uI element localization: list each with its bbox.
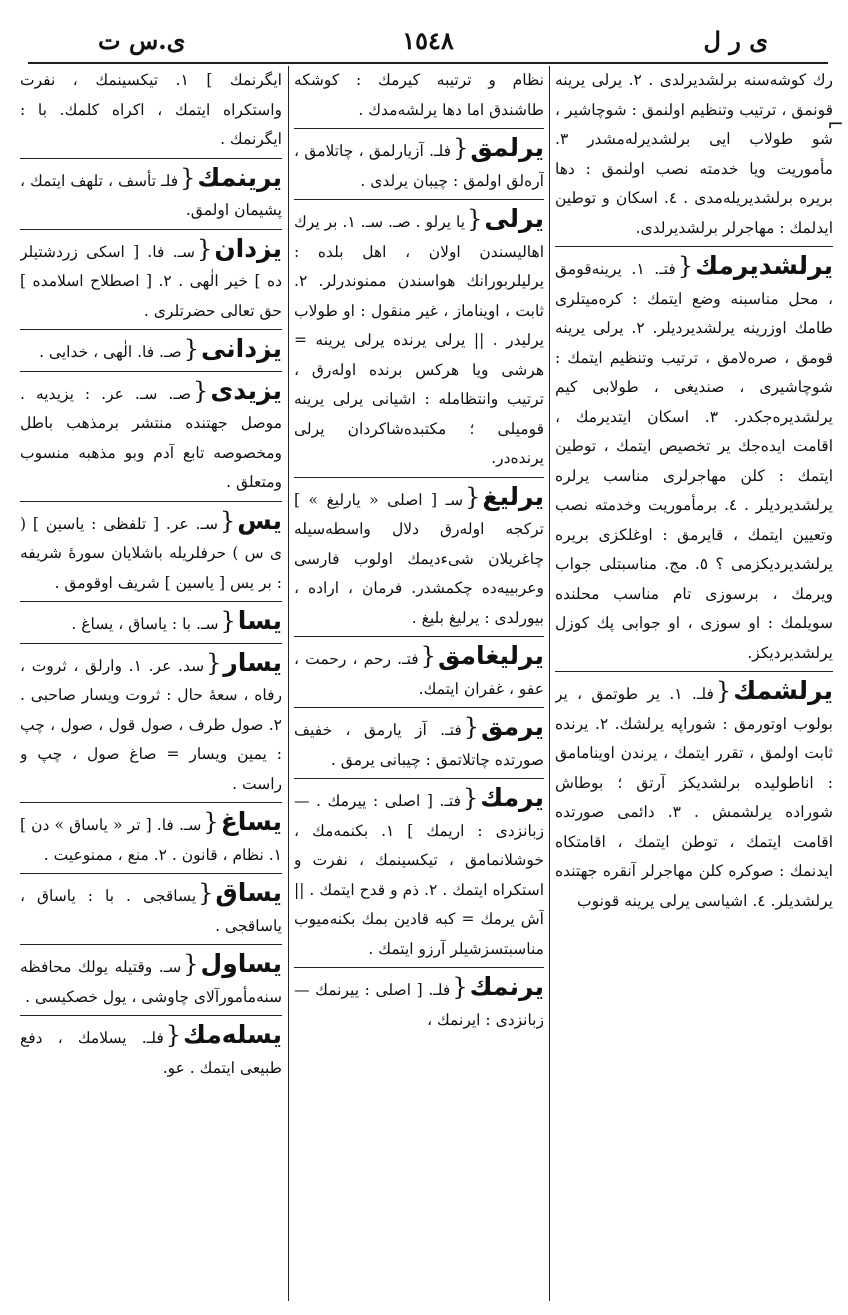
headword: یرلیغامق [437,641,544,670]
entry-separator [20,371,282,372]
brace-glyph: { [465,482,481,511]
brace-glyph: { [467,205,483,233]
dictionary-entry [294,66,544,125]
dictionary-entry [294,972,544,1035]
definition-text: سـ. با : یاساق ، یساغ . [71,615,219,633]
brace-glyph: { [198,879,214,907]
brace-glyph: { [715,677,732,705]
page-header [28,18,828,64]
dictionary-entry [20,648,282,800]
headword: یزیدی [210,375,282,405]
entry-separator [20,601,282,602]
entry-separator [294,199,544,200]
entry-separator [20,1015,282,1016]
entry-separator [294,477,544,478]
definition-text: فلـ تأسف ، تلهف ایتمك ، پشیمان اولمق. [20,171,282,219]
dictionary-entry [20,234,282,327]
dictionary-entry [294,641,544,704]
margin-mark: ⌐ [827,112,844,136]
brace-glyph: { [180,163,196,192]
entry-separator [555,671,833,672]
headword: یرلی [484,204,544,233]
entry-separator [20,873,282,874]
dictionary-entry [294,482,544,634]
entry-separator [294,967,544,968]
definition-text: فلـ. ١. یر طوتمق ، یر بولوب اوتورمق : شوراپە یرلشك. ٢. یرندە ثابت اولمق ، تقرر ایتمك ، یرندن اوینامامق : اناطولیدە برلشدیكز آرتق ؛ بوطاش شوراده یرلشمش . ٣. دائمی صورتدە اقامت ایتمك ، توطن ایتمك ، اقامتكاه ایدنمك : صوكرە كلن مهاجرلر آنقرە جهتندە یرلشدیلر. ٤. اشیاسی یرلی یرینە قونوب [555,685,833,910]
entry-separator [20,802,282,803]
headword: یرلشمك [733,676,833,705]
definition-text: فتـ. [ اصلی : ییرمك . — زبانزدی : اریمك ] ١. بكنمەمك ، خوشلانمامق ، تیكسینمك ، نفرت و استكراه ایتمك . ٢. ذم و قدح ایتمك . || آش یرمك = كبە قادین بمك بكنەمیوب مناسبتسزشیلر آرزو ایتمك . [294,792,544,958]
definition-text: صـ. سـ. عر. : یزیدیە . موصل جهتندە منتشر برمذهب باطل ومخصوصە تابع آدم وبو مذهبە منسوب ومتعلق . [20,384,282,491]
headword: یس [237,505,282,535]
definition-text: فلـ. [ اصلی : ییرنمك — زبانزدی : ایرنمك ، [294,981,544,1029]
dictionary-entry [20,1020,282,1083]
definition-text: نظام و ترتیبە كیرمك : كوشكە طاشندق اما دها یرلشەمدك . [294,71,544,119]
brace-glyph: { [420,642,436,670]
brace-glyph: { [183,950,199,978]
brace-glyph: { [203,808,219,836]
definition-text: سـ. فا. [ تر « یاساق » دن ] ١. نظام ، قانون . ٢. منع ، ممنوعیت . [20,816,282,864]
headword: یزدانی [200,334,282,363]
headword: یرلیغ [482,481,544,511]
column-middle [294,66,544,1301]
dictionary-entry [555,251,833,668]
entry-separator [294,636,544,637]
definition-text: فتـ. رحم ، رحمت ، عفو ، غفران ایتمك. [294,650,544,698]
definition-text: فتـ. ١. یرینەقومق ، محل مناسبنە وضع ایتمك : كرەمیتلری طامك اوزرینە یرلشدیردیلر. ٢. یرلی یرینە قومق ، صرەلامق ، ترتیب وتنظیم ایتمك : شوچاشیری ، صندیغی ، طولابی كیم یرلشدیرەجكدر. ٣. اسكان ایتدیرمك ، اقامت ایدەجك یر تخصیص ایتمك ، توطین ایتمك : كلن مهاجرلری مناسب یرلرە یرلشدیردیلر . ٤. برمأموریت وخدمتە نصب وتعیین ایتمك ، قایرمق : اوغلكزی بریرە یرلشدیردیكزمی ؟ ٥. مج. مناسبتلی جواب ویرمك ، برسوزی تام مناسب محلندە سویلمك : او سوزی ، او جوابی پك كوزل یرلشدیردیكز. [555,260,833,662]
brace-glyph: { [220,607,236,635]
entry-separator [555,246,833,247]
dictionary-entry [294,133,544,196]
headword: یرلمق [470,133,544,162]
definition-text: فلـ. یسلامك ، دفع طبیعی ایتمك . عو. [20,1029,282,1077]
headword: یرنمك [469,972,544,1001]
headword: یسار [223,647,282,677]
definition-text: فلـ. آزیارلمق ، چاتلامق ، آرەلق اولمق : چیبان یرلدی . [294,142,544,190]
dictionary-entry [20,376,282,498]
headword: یزدان [214,233,282,263]
definition-text: سـ. فا. [ اسكی زردشتیلر دە ] خیر الٰهی . ٢. [ اصطلاح اسلامدە ] حق تعالی حضرتلری . [20,242,282,320]
headword: یرینمك [197,162,282,192]
entry-separator [20,501,282,502]
header-left-guideword: ی.س ت [98,26,186,55]
dictionary-entry [20,334,282,368]
headword: یسا [237,606,282,635]
brace-glyph: { [453,134,469,162]
page-number: ١٥٤٨ [402,26,454,55]
column-rule [288,66,289,1301]
dictionary-entry [555,66,833,243]
entry-separator [20,944,282,945]
entry-separator [20,643,282,644]
brace-glyph: { [677,252,694,280]
brace-glyph: { [197,234,213,263]
definition-text: سـ [ اصلی « یارلیغ » ] تركجە اولەرق دلال واسطەسیلە چاغریلان شیءدیمك اولوب فارسی وعربییەدە چكمشدر. فرمان ، ارادە ، بیورلدی : یرلیغ بلیغ . [294,490,544,627]
headword: یرمك [480,783,544,812]
definition-text: صـ. فا. الٰهی ، خدایی . [39,343,182,361]
dictionary-entry [20,949,282,1012]
definition-text: ایگرنمك ] ١. تیكسینمك ، نفرت واستكراه ایتمك ، اكراه كلمك. با : ایگرنمك . [20,71,282,148]
column-left [20,66,282,1301]
definition-text: فتـ. آز یارمق ، خفیف صورتدە چاتلاتمق : چیبانی یرمق . [294,721,544,769]
dictionary-entry [294,204,544,474]
headword: یساول [200,949,282,978]
dictionary-entry [555,676,833,916]
header-right-guideword: ی ر ل [703,26,768,55]
entry-separator [294,128,544,129]
headword: یساغ [220,807,282,836]
definition-text: سـ. عر. [ تلفظی : یاسین ] ( ی س ) حرفلریلە باشلایان سورۀ شریفە : بر یس [ یاسین ] شریف اوقومق . [20,514,282,592]
brace-glyph: { [463,713,480,741]
dictionary-entry [20,163,282,226]
definition-text: یا یرلو . صـ. سـ. ١. بر یرك اهالیسندن اولان ، اهل بلدە : یرلیلربورانك هواسندن ممنوندرلر. ٢. ثابت ، اویناماز ، غیر منقول : او طولاب یرلیدر . || یرلی یرندە یرلی یرینە = هرشی ویا هركس برندە اولەرق ، ترتیب وانتظامله : اشیانی یرلی یرینە قومیلی ؛ مكتبدەشاكردان یرلی یرندەدر. [294,213,544,467]
brace-glyph: { [219,506,236,535]
headword: یسلەمك [183,1020,282,1049]
dictionary-entry [20,66,282,155]
dictionary-entry [20,878,282,941]
dictionary-entry [294,712,544,775]
entry-separator [20,158,282,159]
entry-separator [294,778,544,779]
headword: یساق [215,878,282,907]
headword: یرلشدیرمك [695,251,833,280]
dictionary-entry [20,606,282,640]
dictionary-entry [20,807,282,870]
brace-glyph: { [206,648,222,677]
definition-text: یساقجی . با : یاساق ، یاساقجی . [20,887,282,935]
column-right [555,66,833,1301]
brace-glyph: { [452,973,468,1001]
brace-glyph: { [193,376,209,405]
brace-glyph: { [183,335,199,363]
definition-text: رك كوشەسنە برلشدیرلدی . ٢. یرلی یرینە قونمق ، ترتیب وتنظیم اولنمق : شوچاشیر ، شو طولاب ایی برلشدیرلەمشدر ٣. مأموریت ویا خدمتە نصب اولنمق : دها بریرە برلشدیریلەمدی . ٤. اسكان و توطین ایدلمك : مهاجرلر برلشدیرلدی. [555,71,833,237]
column-rule [549,66,550,1301]
entry-separator [20,229,282,230]
entry-separator [20,329,282,330]
entry-separator [294,707,544,708]
brace-glyph: { [165,1021,182,1049]
definition-text: سـ. وقتیلە یولك محافظە سنەمأمورآلای چاوشی ، یول خصكیسی . [20,958,282,1006]
headword: یرمق [481,712,544,741]
definition-text: سد. عر. ١. وارلق ، ثروت ، رفاه ، سعۀ حال : ثروت ویسار صاحبی . ٢. صول طرف ، صول قول ، صول ، چپ : یمین ویسار = صاغ صول ، چپ و راست . [20,656,282,793]
brace-glyph: { [463,784,479,812]
dictionary-entry [20,506,282,599]
dictionary-entry [294,783,544,964]
